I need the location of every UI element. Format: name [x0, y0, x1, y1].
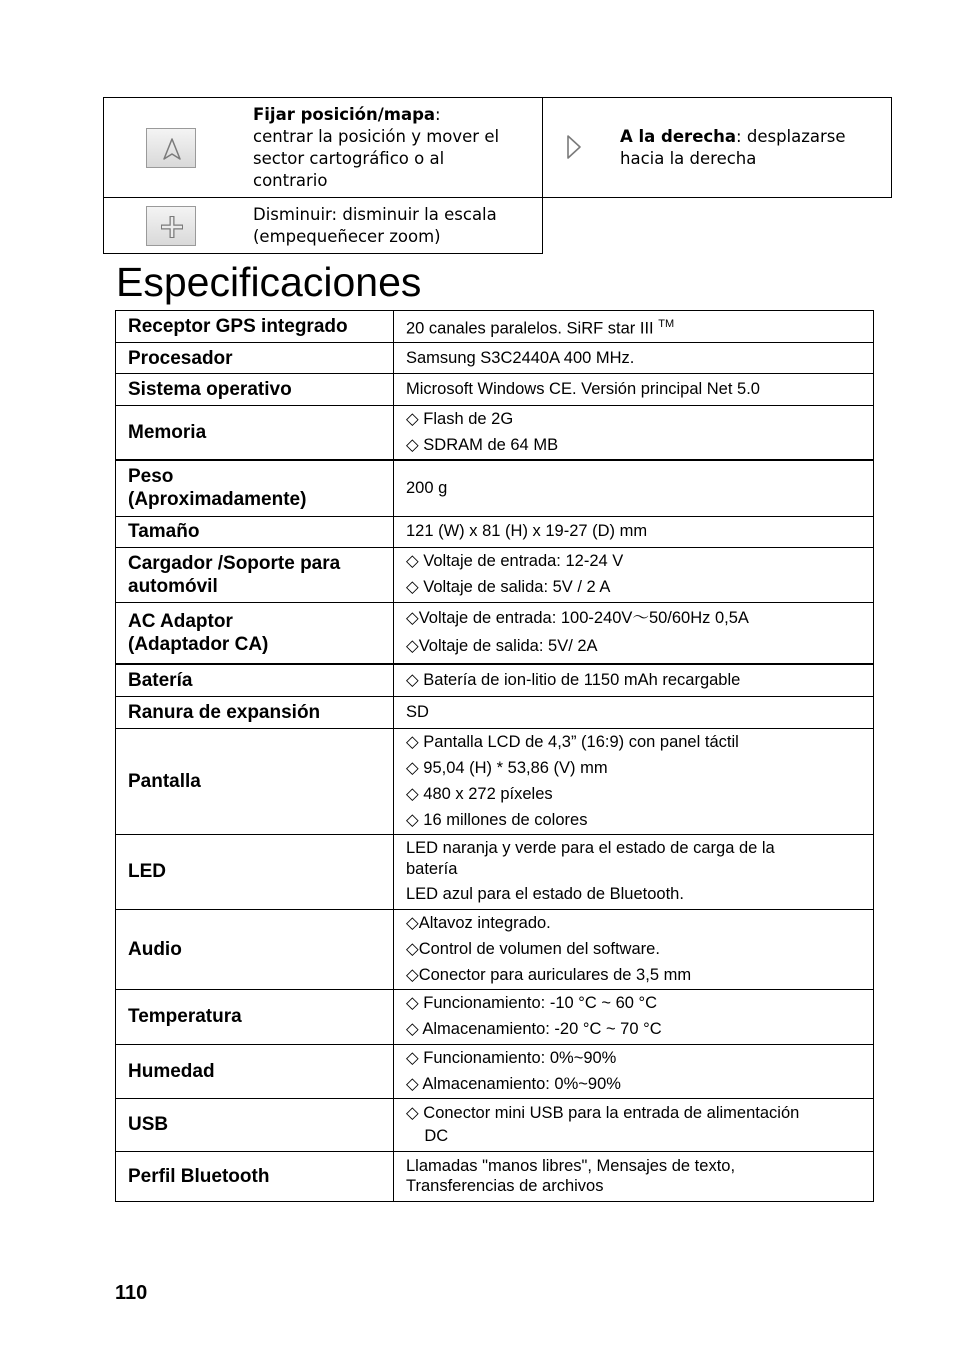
- control-cell-zoom-out: [103, 197, 543, 254]
- spec-key: AC Adaptor (Adaptador CA): [116, 602, 394, 664]
- spec-row-processor: [116, 343, 874, 374]
- spec-row-car-charger: [116, 547, 874, 602]
- spec-key: Tamaño: [116, 516, 394, 547]
- spec-key: Humedad: [116, 1044, 394, 1098]
- spec-value: Microsoft Windows CE. Versión principal Net 5.0: [394, 374, 874, 406]
- spec-value: ◇ Funcionamiento: 0%~90% ◇ Almacenamiento: 0%~90%: [394, 1044, 874, 1098]
- spec-value: ◇ Batería de ion-litio de 1150 mAh recargable: [394, 664, 874, 696]
- spec-key: Ranura de expansión: [116, 696, 394, 728]
- spec-row-usb: [116, 1098, 874, 1151]
- spec-key: Batería: [116, 664, 394, 696]
- spec-row-weight: [116, 460, 874, 516]
- north-arrow-icon: [146, 128, 196, 168]
- control-desc-zoom-out: Disminuir: disminuir la escala (empequeñecer zoom): [253, 205, 497, 246]
- control-cell-right: [542, 97, 892, 198]
- spec-row-temperature: [116, 989, 874, 1044]
- control-title: Fijar posición/mapa: [253, 105, 436, 124]
- spec-key: Temperatura: [116, 989, 394, 1044]
- spec-row-memory: [116, 406, 874, 461]
- spec-row-gps: [116, 311, 874, 343]
- control-title: A la derecha: [620, 127, 737, 146]
- spec-row-humidity: [116, 1044, 874, 1098]
- spec-row-size: [116, 516, 874, 547]
- spec-row-os: [116, 374, 874, 406]
- spec-value: Llamadas "manos libres", Mensajes de texto, Transferencias de archivos: [394, 1151, 874, 1201]
- spec-key: Perfil Bluetooth: [116, 1151, 394, 1201]
- spec-value: ◇Altavoz integrado. ◇Control de volumen del software. ◇Conector para auriculares de 3,5 mm: [394, 909, 874, 989]
- spec-key: Memoria: [116, 406, 394, 461]
- spec-key: LED: [116, 834, 394, 909]
- section-title: Especificaciones: [116, 259, 422, 305]
- spec-key: Cargador /Soporte para automóvil: [116, 547, 394, 602]
- spec-value: Samsung S3C2440A 400 MHz.: [394, 343, 874, 374]
- spec-key: Sistema operativo: [116, 374, 394, 406]
- spec-value: 20 canales paralelos. SiRF star III ™: [394, 311, 874, 343]
- spec-value: ◇ Flash de 2G ◇ SDRAM de 64 MB: [394, 406, 874, 461]
- page-number: 110: [115, 1282, 148, 1304]
- spec-row-battery: [116, 664, 874, 696]
- spec-key: Peso (Aproximadamente): [116, 460, 394, 516]
- spec-row-bluetooth-profile: [116, 1151, 874, 1201]
- spec-key: Audio: [116, 909, 394, 989]
- spec-row-expansion-slot: [116, 696, 874, 728]
- spec-value: 200 g: [394, 460, 874, 516]
- controls-table: [103, 97, 892, 254]
- spec-value: SD: [394, 696, 874, 728]
- specifications-table: [115, 310, 874, 1202]
- spec-key: Receptor GPS integrado: [116, 311, 394, 343]
- spec-value: LED naranja y verde para el estado de carga de la batería LED azul para el estado de Bluetooth.: [394, 834, 874, 909]
- right-arrow-icon: [563, 132, 585, 162]
- spec-value: 121 (W) x 81 (H) x 19-27 (D) mm: [394, 516, 874, 547]
- spec-row-audio: [116, 909, 874, 989]
- spec-row-ac-adaptor: [116, 602, 874, 664]
- spec-key: Procesador: [116, 343, 394, 374]
- spec-key: USB: [116, 1098, 394, 1151]
- zoom-cross-icon: [146, 206, 196, 246]
- spec-key: Pantalla: [116, 728, 394, 834]
- control-desc-fix-position: Fijar posición/mapa: centrar la posición y mover el sector cartográfico o al contrario: [253, 105, 500, 190]
- spec-value: ◇ Pantalla LCD de 4,3” (16:9) con panel táctil ◇ 95,04 (H) * 53,86 (V) mm ◇ 480 x 272 píxeles ◇ 16 millones de colores: [394, 728, 874, 834]
- spec-value: ◇ Voltaje de entrada: 12-24 V ◇ Voltaje de salida: 5V / 2 A: [394, 547, 874, 602]
- spec-value: ◇ Conector mini USB para la entrada de alimentación DC: [394, 1098, 874, 1151]
- control-desc-right: A la derecha: desplazarse hacia la derecha: [620, 127, 846, 168]
- spec-row-display: [116, 728, 874, 834]
- control-cell-fix-position: [103, 97, 543, 198]
- spec-row-led: [116, 834, 874, 909]
- spec-value: ◇ Funcionamiento: -10 °C ~ 60 °C ◇ Almacenamiento: -20 °C ~ 70 °C: [394, 989, 874, 1044]
- spec-value: ◇Voltaje de entrada: 100-240V～50/60Hz 0,5A ◇Voltaje de salida: 5V/ 2A: [394, 602, 874, 664]
